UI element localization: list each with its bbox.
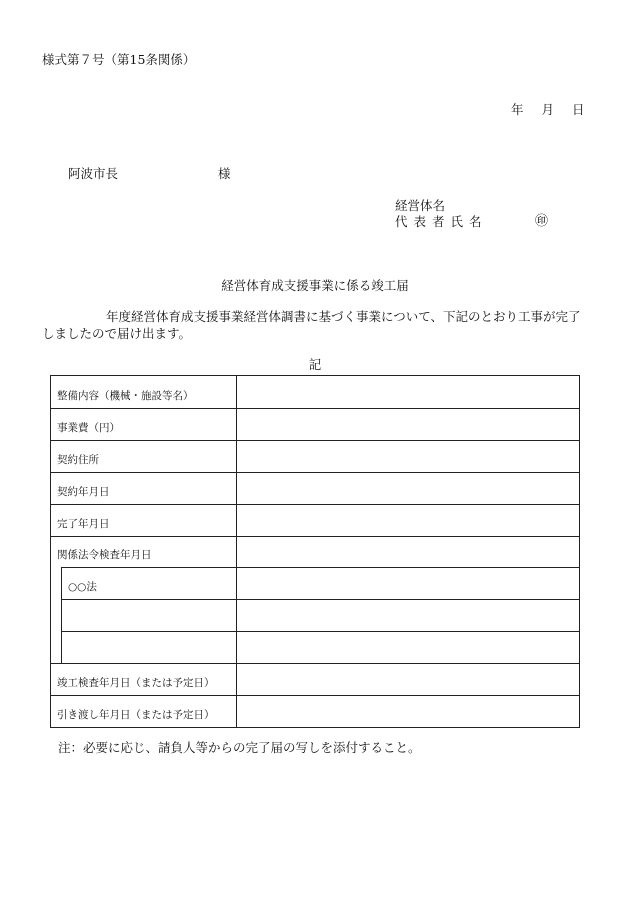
honorific: 様 <box>218 166 231 181</box>
completion-form-table <box>50 375 580 728</box>
row-label-completion-date: 完了年月日 <box>57 518 110 530</box>
date-day: 日 <box>572 102 585 117</box>
seal-icon: ㊞ <box>535 214 549 229</box>
row-label-law: ○○法 <box>68 581 97 593</box>
date-line <box>511 100 585 118</box>
row-divider <box>61 631 579 632</box>
row-divider <box>51 663 579 664</box>
row-divider <box>61 567 579 568</box>
date-year: 年 <box>511 102 524 117</box>
ki-heading: 記 <box>308 357 322 372</box>
row-label-final-inspection: 竣工検査年月日（または予定日） <box>57 677 215 689</box>
form-number: 様式第７号（第15条関係） <box>42 52 196 67</box>
entity-name-label: 経営体名 <box>395 198 446 213</box>
footnote: 注：必要に応じ、請負人等からの完了届の写しを添付すること。 <box>58 740 421 755</box>
row-label-equipment: 整備内容（機械・施設等名） <box>57 390 194 402</box>
row-divider <box>61 599 579 600</box>
body-text-line-2: しましたので届け出ます。 <box>42 326 192 341</box>
row-divider <box>51 536 579 537</box>
representative-name-label: 代表者氏名 <box>395 214 488 229</box>
row-divider <box>51 695 579 696</box>
row-label-handover-date: 引き渡し年月日（または予定日） <box>57 709 215 721</box>
row-divider <box>51 408 579 409</box>
body-text-line-1: 年度経営体育成支援事業経営体調書に基づく事業について、下記のとおり工事が完了 <box>106 309 581 324</box>
row-label-contract-date: 契約年月日 <box>57 486 110 498</box>
row-label-project-cost: 事業費（円） <box>57 422 120 434</box>
row-divider <box>51 472 579 473</box>
addressee: 阿波市長 <box>68 166 119 181</box>
row-divider <box>51 504 579 505</box>
date-month: 月 <box>541 102 555 117</box>
row-label-contract-address: 契約住所 <box>57 454 99 466</box>
row-divider <box>51 440 579 441</box>
sub-row-indent-line <box>61 567 62 663</box>
document-title: 経営体育成支援事業に係る竣工届 <box>221 278 409 293</box>
row-label-regulation-inspection: 関係法令検査年月日 <box>57 549 152 561</box>
column-divider <box>236 376 237 727</box>
